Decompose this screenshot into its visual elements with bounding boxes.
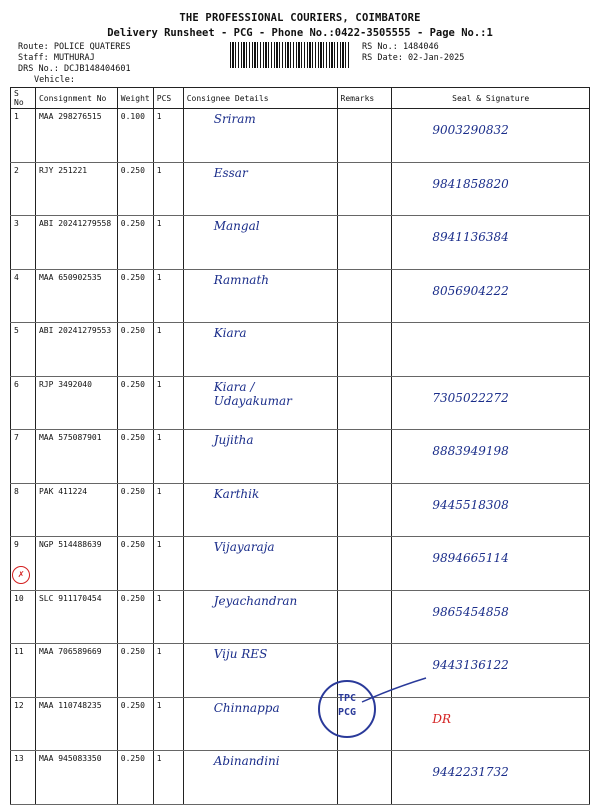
- row-sno: 10: [11, 590, 36, 644]
- row-signature: 9445518308: [392, 483, 590, 537]
- row-remarks: [337, 109, 392, 163]
- row-consignee: Kiara: [183, 323, 337, 377]
- col-weight: Weight: [117, 88, 153, 109]
- row-consignee: Abinandini: [183, 751, 337, 805]
- row-signature: 9841858820: [392, 162, 590, 216]
- row-consignee: Mangal: [183, 216, 337, 270]
- row-weight: 0.250: [117, 269, 153, 323]
- row-consignment-no: SLC 911170454: [35, 590, 117, 644]
- row-consignee: Jeyachandran: [183, 590, 337, 644]
- table-row: [11, 483, 590, 537]
- row-consignment-no: PAK 411224: [35, 483, 117, 537]
- signature-scribble: [360, 676, 430, 706]
- row-remarks: [337, 430, 392, 484]
- row-sno: 8: [11, 483, 36, 537]
- left-meta: [18, 42, 131, 86]
- row-remarks: [337, 483, 392, 537]
- table-row: [11, 323, 590, 377]
- row-weight: 0.250: [117, 376, 153, 430]
- company-title: THE PROFESSIONAL COURIERS, COIMBATORE: [179, 12, 421, 24]
- table-row: [11, 269, 590, 323]
- table-row: [11, 697, 590, 751]
- row-consignee: Karthik: [183, 483, 337, 537]
- row-remarks: [337, 376, 392, 430]
- row-remarks: [337, 162, 392, 216]
- row-weight: 0.250: [117, 430, 153, 484]
- row-pcs: 1: [153, 323, 183, 377]
- row-signature: 9442231732: [392, 751, 590, 805]
- row-weight: 0.250: [117, 162, 153, 216]
- table-row: [11, 430, 590, 484]
- row-consignee: Sriram: [183, 109, 337, 163]
- stamp-line1: TPC: [337, 693, 357, 704]
- row-consignee: Essar: [183, 162, 337, 216]
- row-signature: 9443136122: [392, 644, 590, 698]
- col-remarks: Remarks: [337, 88, 392, 109]
- row-sno: 3: [11, 216, 36, 270]
- col-signature: Seal & Signature: [392, 88, 590, 109]
- rs-no-label: RS No.: 1484046: [362, 42, 439, 52]
- table-row: [11, 751, 590, 805]
- row-signature: 9894665114: [392, 537, 590, 591]
- row-signature: 9003290832: [392, 109, 590, 163]
- stamp-line2: PCG: [337, 707, 357, 718]
- row-remarks: [337, 537, 392, 591]
- row-pcs: 1: [153, 644, 183, 698]
- row-pcs: 1: [153, 483, 183, 537]
- row-consignment-no: MAA 650902535: [35, 269, 117, 323]
- table-row: [11, 644, 590, 698]
- row-consignment-no: ABI 20241279553: [35, 323, 117, 377]
- row-consignment-no: MAA 110748235: [35, 697, 117, 751]
- row-sno: 2: [11, 162, 36, 216]
- row-pcs: 1: [153, 590, 183, 644]
- row-sno: 13: [11, 751, 36, 805]
- row-pcs: 1: [153, 751, 183, 805]
- row-remarks: [337, 751, 392, 805]
- row-signature: [392, 323, 590, 377]
- row-remarks: [337, 323, 392, 377]
- row-consignment-no: MAA 945083350: [35, 751, 117, 805]
- table-row: [11, 162, 590, 216]
- row-pcs: 1: [153, 269, 183, 323]
- row-consignee: Ramnath: [183, 269, 337, 323]
- row-sno: 7: [11, 430, 36, 484]
- row-sno: 5: [11, 323, 36, 377]
- route-label: Route: POLICE QUATERES: [18, 42, 131, 52]
- row-sno: 6: [11, 376, 36, 430]
- row-pcs: 1: [153, 216, 183, 270]
- row-weight: 0.250: [117, 590, 153, 644]
- row-pcs: 1: [153, 430, 183, 484]
- row-consignment-no: MAA 298276515: [35, 109, 117, 163]
- row-consignee: Viju RES: [183, 644, 337, 698]
- table-header: [11, 88, 590, 109]
- row-signature: 8883949198: [392, 430, 590, 484]
- row-weight: 0.250: [117, 323, 153, 377]
- row-signature: 8941136384: [392, 216, 590, 270]
- row-weight: 0.250: [117, 751, 153, 805]
- row-pcs: 1: [153, 376, 183, 430]
- table-row: [11, 590, 590, 644]
- row-sno: 11: [11, 644, 36, 698]
- vehicle-label: Vehicle:: [34, 75, 75, 85]
- row-signature: 7305022272: [392, 376, 590, 430]
- col-pcs: PCS: [153, 88, 183, 109]
- row-weight: 0.250: [117, 697, 153, 751]
- row-signature: DR: [392, 697, 590, 751]
- row-weight: 0.250: [117, 644, 153, 698]
- table-row: [11, 376, 590, 430]
- row-consignment-no: ABI 20241279558: [35, 216, 117, 270]
- row-pcs: 1: [153, 537, 183, 591]
- row-consignment-no: RJP 3492040: [35, 376, 117, 430]
- staff-label: Staff: MUTHURAJ: [18, 53, 95, 63]
- table-row: [11, 216, 590, 270]
- row-consignee: Jujitha: [183, 430, 337, 484]
- barcode: [230, 42, 350, 68]
- row-consignment-no: RJY 251221: [35, 162, 117, 216]
- rs-date-label: RS Date: 02-Jan-2025: [362, 53, 465, 63]
- drs-label: DRS No.: DCJB148404601: [18, 64, 131, 74]
- row-sno: 9: [11, 537, 36, 591]
- table-row: [11, 537, 590, 591]
- row-signature: 9865454858: [392, 590, 590, 644]
- red-circle-mark: ✗: [12, 566, 30, 584]
- row-pcs: 1: [153, 109, 183, 163]
- row-sno: 12: [11, 697, 36, 751]
- row-consignment-no: MAA 575087901: [35, 430, 117, 484]
- row-consignee: Vijayaraja: [183, 537, 337, 591]
- row-consignment-no: MAA 706589669: [35, 644, 117, 698]
- row-consignee: Chinnappa: [183, 697, 337, 751]
- row-weight: 0.100: [117, 109, 153, 163]
- row-remarks: [337, 216, 392, 270]
- right-meta: [362, 42, 464, 64]
- col-consignee: Consignee Details: [183, 88, 337, 109]
- row-consignee: Kiara / Udayakumar: [183, 376, 337, 430]
- runsheet-table: [10, 87, 590, 805]
- col-sno: S No: [11, 88, 36, 109]
- row-pcs: 1: [153, 697, 183, 751]
- row-remarks: [337, 269, 392, 323]
- runsheet-subtitle: Delivery Runsheet - PCG - Phone No.:0422-3505555 - Page No.:1: [107, 27, 493, 39]
- row-weight: 0.250: [117, 216, 153, 270]
- row-consignment-no: NGP 514488639: [35, 537, 117, 591]
- table-row: [11, 109, 590, 163]
- row-remarks: [337, 590, 392, 644]
- row-pcs: 1: [153, 162, 183, 216]
- row-sno: 1: [11, 109, 36, 163]
- row-signature: 8056904222: [392, 269, 590, 323]
- col-consignment: Consignment No: [35, 88, 117, 109]
- row-sno: 4: [11, 269, 36, 323]
- row-weight: 0.250: [117, 537, 153, 591]
- row-weight: 0.250: [117, 483, 153, 537]
